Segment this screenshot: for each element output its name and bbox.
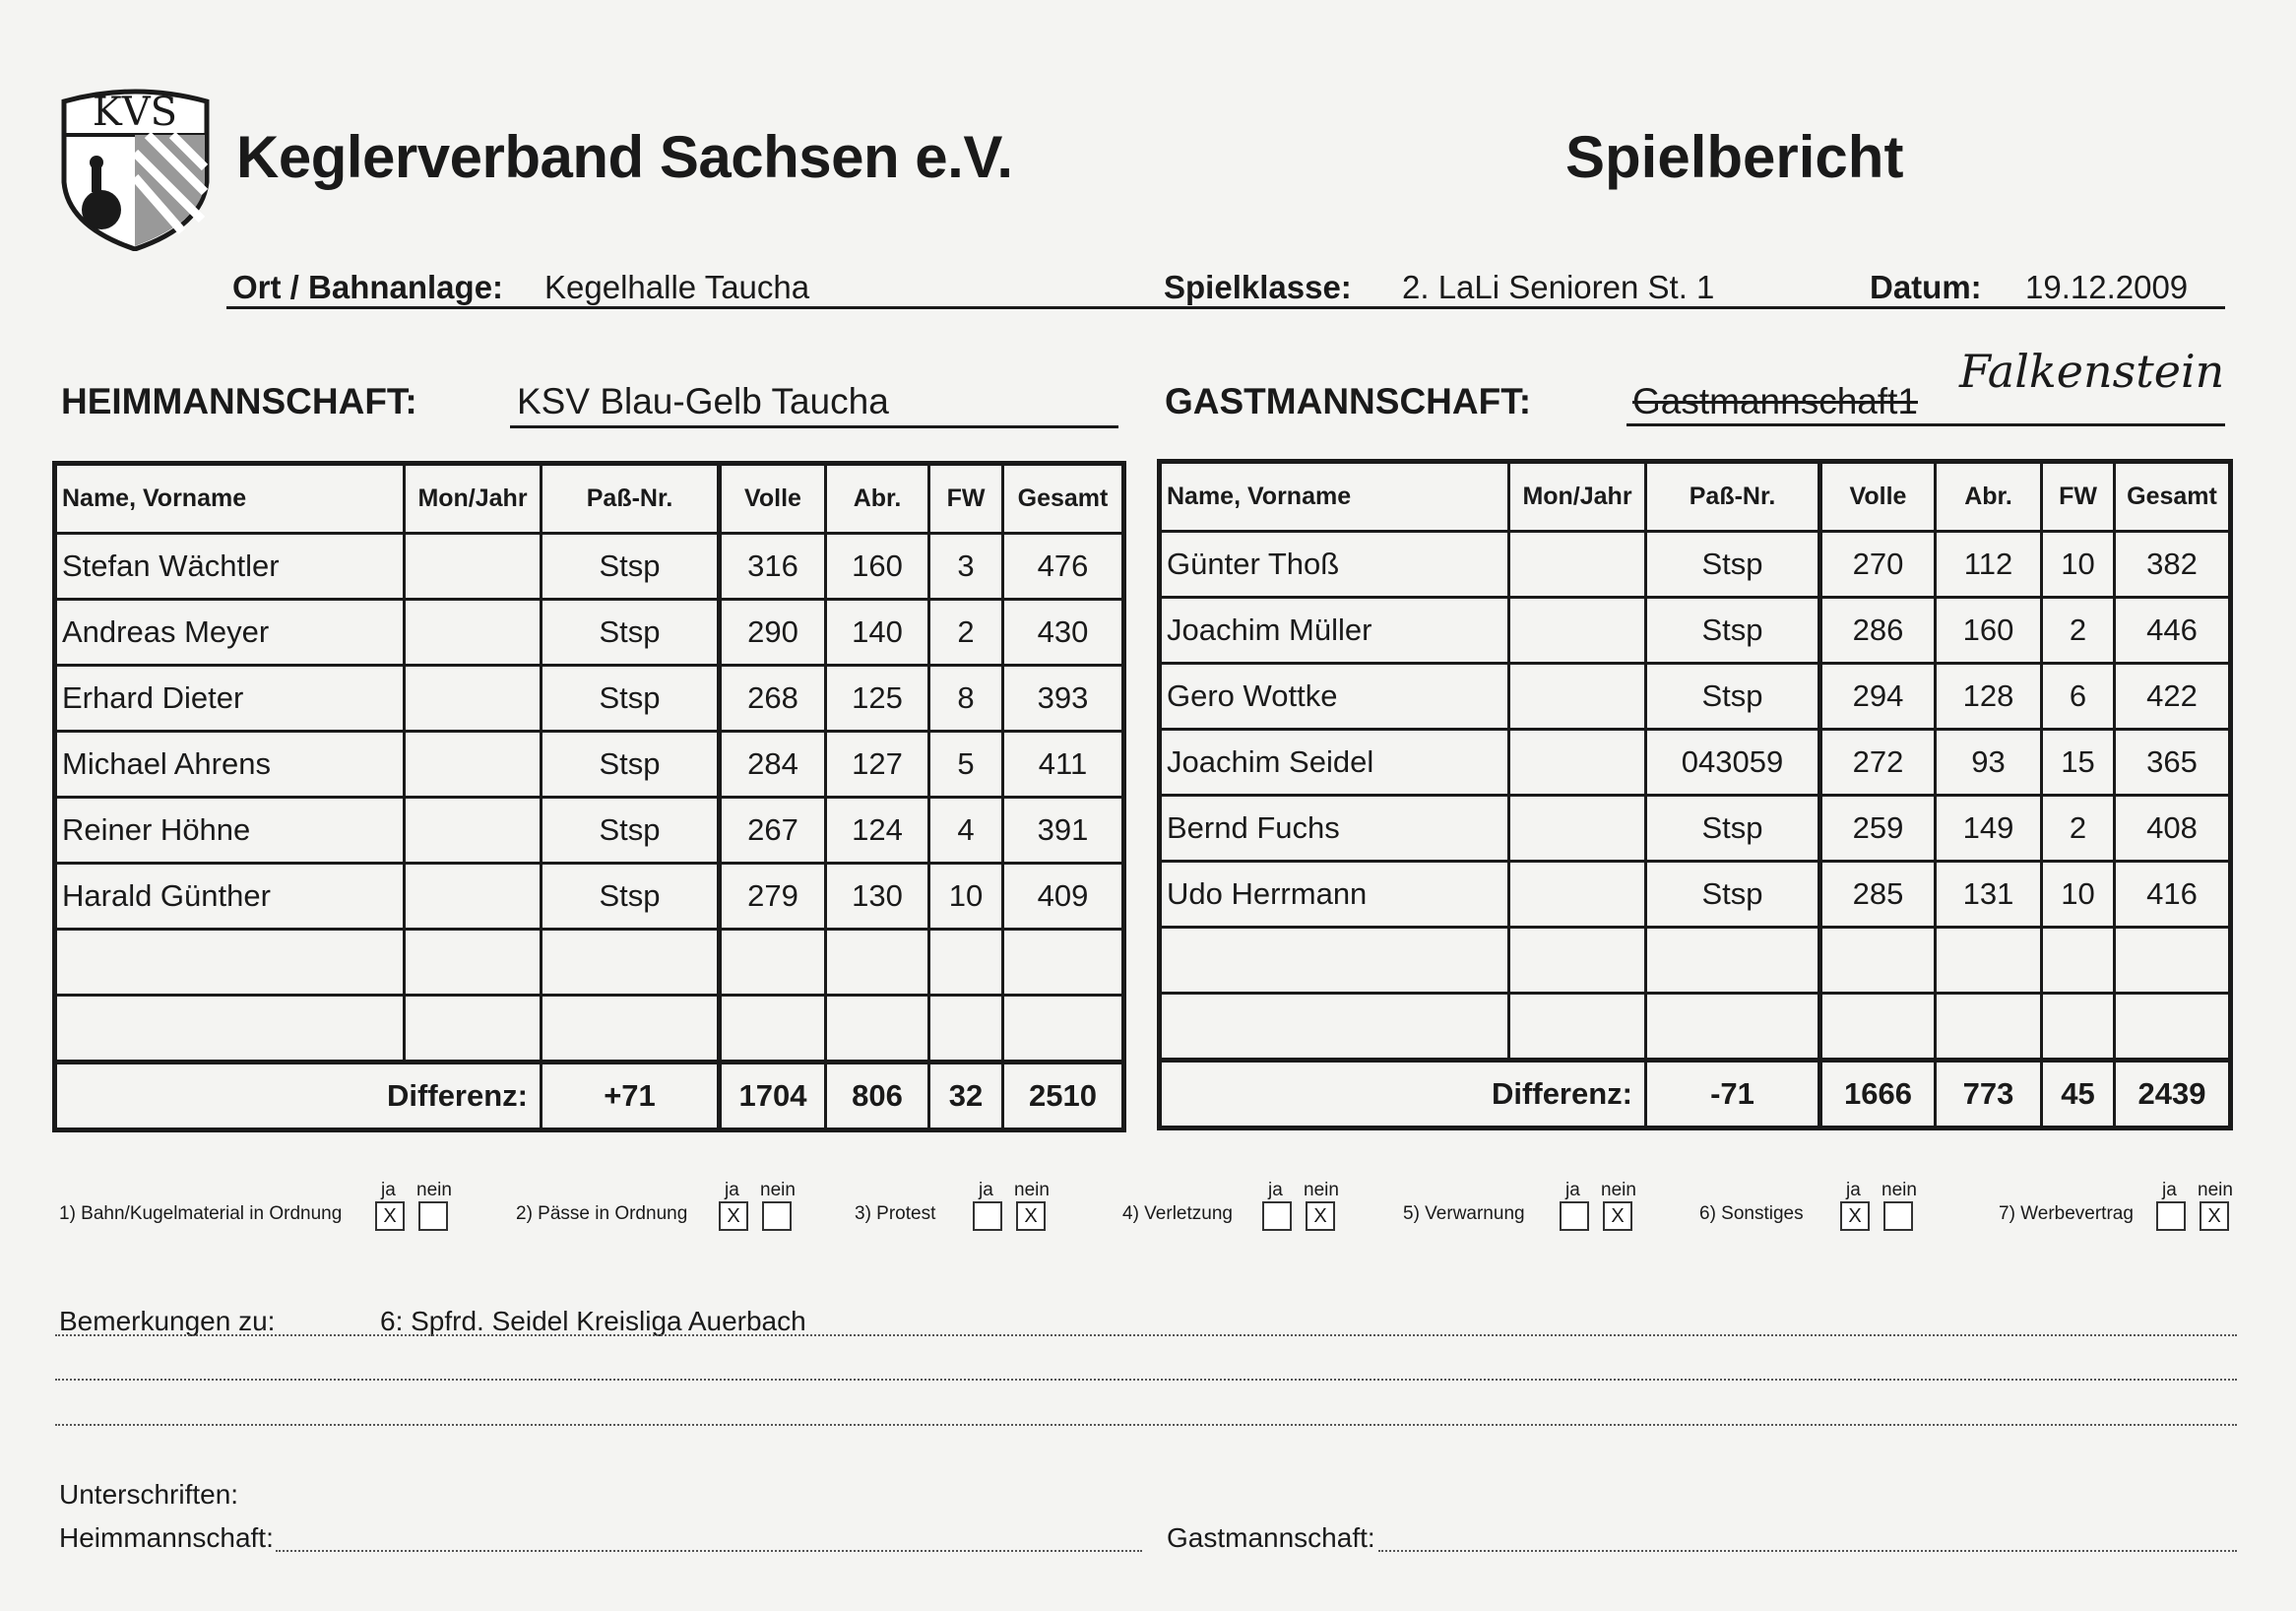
home-cell-abr[interactable]: 140 [826,600,929,666]
guest-col-fw: FW [2042,462,2115,532]
home-player-row [55,600,1124,666]
home-col-gesamt: Gesamt [1003,464,1124,534]
home-cell-gesamt[interactable] [1003,930,1124,996]
home-col-fw: FW [929,464,1003,534]
question-nein-label: nein [1014,1180,1050,1200]
question-ja-label: ja [2162,1180,2177,1200]
spielklasse-label: Spielklasse: [1164,269,1352,305]
question-ja-label: ja [1565,1180,1580,1200]
guest-signature-label: Gastmannschaft: [1167,1522,1375,1553]
guest-cell-mon-jahr[interactable] [1509,928,1646,994]
remarks-label: Bemerkungen zu: [59,1306,276,1336]
guest-score-table [1157,459,2233,1130]
question-nein-label: nein [760,1180,796,1200]
home-cell-volle[interactable]: 290 [720,600,826,666]
home-cell-name[interactable]: Michael Ahrens [55,732,405,798]
guest-cell-gesamt[interactable]: 382 [2115,532,2231,598]
home-cell-fw[interactable]: 5 [929,732,1003,798]
home-cell-abr[interactable]: 160 [826,534,929,600]
guest-cell-abr[interactable]: 149 [1936,796,2042,862]
home-cell-name[interactable]: Erhard Dieter [55,666,405,732]
guest-cell-gesamt[interactable]: 408 [2115,796,2231,862]
guest-cell-gesamt[interactable]: 416 [2115,862,2231,928]
guest-total-volle: 1666 [1820,1061,1936,1128]
home-cell-mon-jahr[interactable] [405,732,542,798]
home-cell-mon-jahr[interactable] [405,666,542,732]
home-player-row [55,864,1124,930]
question-ja-label: ja [979,1180,993,1200]
home-team-name: KSV Blau-Gelb Taucha [517,381,889,421]
question-ja-label: ja [725,1180,739,1200]
guest-player-row [1160,862,2231,928]
datum-value: 19.12.2009 [2025,269,2189,305]
guest-cell-pass-nr[interactable] [1646,994,1820,1061]
guest-table-header [1160,462,2231,532]
guest-cell-volle[interactable] [1820,928,1936,994]
guest-diff-value: -71 [1646,1061,1820,1128]
guest-cell-fw[interactable] [2042,994,2115,1061]
home-cell-fw[interactable]: 8 [929,666,1003,732]
ort-value: Kegelhalle Taucha [544,269,810,305]
question-ja-checkbox[interactable]: X [1840,1201,1870,1231]
home-cell-mon-jahr[interactable] [405,798,542,864]
guest-player-row [1160,730,2231,796]
guest-player-row [1160,928,2231,994]
organization-title: Keglerverband Sachsen e.V. [236,124,1013,190]
home-cell-abr[interactable] [826,996,929,1063]
home-cell-pass-nr[interactable] [542,930,720,996]
guest-cell-volle[interactable]: 286 [1820,598,1936,664]
guest-cell-abr[interactable] [1936,994,2042,1061]
question-nein-label: nein [1601,1180,1636,1200]
guest-team-handwritten-name: Falkenstein [1959,345,2225,398]
home-score-table [52,461,1126,1132]
guest-sum-row [1160,1061,2231,1128]
guest-cell-volle[interactable]: 272 [1820,730,1936,796]
home-cell-name[interactable] [55,996,405,1063]
question-nein-label: nein [1304,1180,1339,1200]
home-player-row [55,732,1124,798]
guest-cell-abr[interactable]: 128 [1936,664,2042,730]
guest-cell-fw[interactable]: 15 [2042,730,2115,796]
home-cell-mon-jahr[interactable] [405,996,542,1063]
home-cell-pass-nr[interactable]: Stsp [542,666,720,732]
question-nein-checkbox[interactable] [418,1201,448,1231]
home-player-row [55,930,1124,996]
question-nein-checkbox[interactable] [1883,1201,1913,1231]
question-ja-label: ja [1846,1180,1861,1200]
guest-team-printed-name: Gastmannschaft1 [1632,381,1918,421]
guest-cell-pass-nr[interactable]: Stsp [1646,664,1820,730]
question-label: 1) Bahn/Kugelmaterial in Ordnung [59,1203,343,1224]
home-cell-volle[interactable]: 284 [720,732,826,798]
guest-team-label: GASTMANNSCHAFT: [1165,381,1532,421]
home-cell-mon-jahr[interactable] [405,864,542,930]
home-cell-pass-nr[interactable]: Stsp [542,600,720,666]
home-cell-gesamt[interactable]: 393 [1003,666,1124,732]
datum-label: Datum: [1870,269,1982,305]
home-cell-abr[interactable] [826,930,929,996]
guest-total-fw: 45 [2042,1061,2115,1128]
question-ja-checkbox[interactable] [1560,1201,1589,1231]
signatures-label: Unterschriften: [59,1479,239,1510]
guest-cell-name[interactable]: Joachim Müller [1160,598,1509,664]
home-cell-pass-nr[interactable]: Stsp [542,534,720,600]
guest-cell-fw[interactable]: 6 [2042,664,2115,730]
home-cell-name[interactable]: Harald Günther [55,864,405,930]
question-label: 7) Werbevertrag [1999,1203,2134,1224]
home-cell-pass-nr[interactable] [542,996,720,1063]
guest-cell-mon-jahr[interactable] [1509,532,1646,598]
spielklasse-value: 2. LaLi Senioren St. 1 [1402,269,1715,305]
home-cell-volle[interactable] [720,930,826,996]
home-cell-abr[interactable]: 130 [826,864,929,930]
home-player-row [55,798,1124,864]
home-cell-name[interactable] [55,930,405,996]
question-ja-checkbox[interactable] [973,1201,1002,1231]
home-col-abr: Abr. [826,464,929,534]
guest-cell-volle[interactable]: 270 [1820,532,1936,598]
home-col-mon-jahr: Mon/Jahr [405,464,542,534]
question-ja-label: ja [1268,1180,1283,1200]
question-ja-checkbox[interactable] [1262,1201,1292,1231]
home-team-label: HEIMMANNSCHAFT: [61,381,417,421]
home-team-underline [510,425,1118,428]
remarks-text: 6: Spfrd. Seidel Kreisliga Auerbach [380,1306,806,1336]
home-player-row [55,534,1124,600]
guest-cell-mon-jahr[interactable] [1509,664,1646,730]
home-cell-fw[interactable]: 2 [929,600,1003,666]
home-cell-abr[interactable]: 127 [826,732,929,798]
question-ja-checkbox[interactable] [2156,1201,2186,1231]
home-total-gesamt: 2510 [1003,1063,1124,1130]
home-cell-mon-jahr[interactable] [405,600,542,666]
guest-total-gesamt: 2439 [2115,1061,2231,1128]
home-col-volle: Volle [720,464,826,534]
home-cell-fw[interactable]: 4 [929,798,1003,864]
guest-diff-label: Differenz: [1160,1061,1646,1128]
question-label: 4) Verletzung [1122,1203,1233,1224]
question-nein-checkbox[interactable]: X [1603,1201,1632,1231]
guest-cell-name[interactable]: Günter Thoß [1160,532,1509,598]
question-label: 3) Protest [855,1203,936,1224]
home-cell-volle[interactable]: 316 [720,534,826,600]
question-ja-label: ja [381,1180,396,1200]
home-sum-row [55,1063,1124,1130]
home-cell-name[interactable]: Stefan Wächtler [55,534,405,600]
remarks-line-1 [55,1334,2237,1336]
home-cell-volle[interactable]: 268 [720,666,826,732]
home-diff-label: Differenz: [55,1063,542,1130]
home-cell-mon-jahr[interactable] [405,534,542,600]
guest-cell-gesamt[interactable]: 446 [2115,598,2231,664]
guest-cell-abr[interactable]: 131 [1936,862,2042,928]
guest-cell-mon-jahr[interactable] [1509,994,1646,1061]
guest-cell-name[interactable]: Joachim Seidel [1160,730,1509,796]
home-cell-gesamt[interactable]: 476 [1003,534,1124,600]
question-nein-checkbox[interactable]: X [1016,1201,1046,1231]
guest-cell-mon-jahr[interactable] [1509,862,1646,928]
guest-cell-name[interactable]: Gero Wottke [1160,664,1509,730]
guest-cell-volle[interactable]: 294 [1820,664,1936,730]
guest-col-pass-nr: Paß-Nr. [1646,462,1820,532]
question-nein-checkbox[interactable]: X [2200,1201,2229,1231]
question-ja-checkbox[interactable]: X [719,1201,748,1231]
home-cell-gesamt[interactable]: 409 [1003,864,1124,930]
guest-cell-pass-nr[interactable]: 043059 [1646,730,1820,796]
guest-cell-volle[interactable] [1820,994,1936,1061]
guest-cell-pass-nr[interactable]: Stsp [1646,598,1820,664]
guest-cell-pass-nr[interactable]: Stsp [1646,796,1820,862]
home-cell-abr[interactable]: 125 [826,666,929,732]
home-cell-volle[interactable] [720,996,826,1063]
logo-text: KVS [92,90,178,135]
guest-col-mon-jahr: Mon/Jahr [1509,462,1646,532]
guest-cell-mon-jahr[interactable] [1509,730,1646,796]
remarks-line-2 [55,1379,2237,1381]
guest-cell-abr[interactable]: 93 [1936,730,2042,796]
home-cell-volle[interactable]: 267 [720,798,826,864]
home-cell-gesamt[interactable] [1003,996,1124,1063]
question-nein-label: nein [2198,1180,2233,1200]
guest-cell-name[interactable]: Bernd Fuchs [1160,796,1509,862]
home-cell-mon-jahr[interactable] [405,930,542,996]
guest-cell-pass-nr[interactable] [1646,928,1820,994]
guest-cell-mon-jahr[interactable] [1509,598,1646,664]
kvs-logo [54,84,217,251]
home-cell-fw[interactable]: 10 [929,864,1003,930]
question-ja-checkbox[interactable]: X [375,1201,405,1231]
guest-team-underline [1626,423,2225,426]
guest-cell-volle[interactable]: 259 [1820,796,1936,862]
home-cell-name[interactable]: Andreas Meyer [55,600,405,666]
guest-player-row [1160,598,2231,664]
guest-cell-gesamt[interactable] [2115,994,2231,1061]
guest-cell-fw[interactable] [2042,928,2115,994]
header-underline [226,306,2225,309]
question-label: 5) Verwarnung [1403,1203,1525,1224]
document-title: Spielbericht [1565,124,1904,190]
ort-label: Ort / Bahnanlage: [232,269,504,305]
remarks-line-3 [55,1424,2237,1426]
home-cell-abr[interactable]: 124 [826,798,929,864]
home-signature-line[interactable] [276,1550,1142,1552]
guest-col-volle: Volle [1820,462,1936,532]
home-cell-fw[interactable] [929,930,1003,996]
guest-cell-fw[interactable]: 2 [2042,598,2115,664]
home-total-fw: 32 [929,1063,1003,1130]
home-table-header [55,464,1124,534]
home-cell-volle[interactable]: 279 [720,864,826,930]
home-player-row [55,666,1124,732]
guest-cell-gesamt[interactable] [2115,928,2231,994]
home-cell-gesamt[interactable]: 391 [1003,798,1124,864]
guest-cell-name[interactable]: Udo Herrmann [1160,862,1509,928]
guest-table-body [1160,532,2231,1061]
home-total-volle: 1704 [720,1063,826,1130]
question-label: 6) Sonstiges [1699,1203,1804,1224]
question-nein-checkbox[interactable]: X [1306,1201,1335,1231]
guest-cell-name[interactable] [1160,994,1509,1061]
question-nein-checkbox[interactable] [762,1201,792,1231]
question-nein-label: nein [1881,1180,1917,1200]
home-player-row [55,996,1124,1063]
guest-total-abr: 773 [1936,1061,2042,1128]
home-total-abr: 806 [826,1063,929,1130]
home-signature-label: Heimmannschaft: [59,1522,274,1553]
guest-col-name: Name, Vorname [1160,462,1509,532]
guest-player-row [1160,994,2231,1061]
guest-cell-pass-nr[interactable]: Stsp [1646,532,1820,598]
guest-cell-abr[interactable] [1936,928,2042,994]
guest-cell-abr[interactable]: 160 [1936,598,2042,664]
guest-cell-pass-nr[interactable]: Stsp [1646,862,1820,928]
question-label: 2) Pässe in Ordnung [516,1203,688,1224]
home-col-pass-nr: Paß-Nr. [542,464,720,534]
home-cell-pass-nr[interactable]: Stsp [542,732,720,798]
guest-player-row [1160,664,2231,730]
guest-signature-line[interactable] [1378,1550,2237,1552]
guest-col-abr: Abr. [1936,462,2042,532]
home-cell-name[interactable]: Reiner Höhne [55,798,405,864]
home-cell-fw[interactable]: 3 [929,534,1003,600]
home-cell-gesamt[interactable]: 411 [1003,732,1124,798]
guest-cell-fw[interactable]: 10 [2042,532,2115,598]
home-table-body [55,534,1124,1063]
home-diff-value: +71 [542,1063,720,1130]
home-cell-gesamt[interactable]: 430 [1003,600,1124,666]
guest-col-gesamt: Gesamt [2115,462,2231,532]
guest-cell-fw[interactable]: 10 [2042,862,2115,928]
home-col-name: Name, Vorname [55,464,405,534]
guest-cell-name[interactable] [1160,928,1509,994]
guest-cell-gesamt[interactable]: 365 [2115,730,2231,796]
home-cell-pass-nr[interactable]: Stsp [542,798,720,864]
question-nein-label: nein [416,1180,452,1200]
home-cell-pass-nr[interactable]: Stsp [542,864,720,930]
guest-cell-volle[interactable]: 285 [1820,862,1936,928]
guest-player-row [1160,796,2231,862]
guest-cell-mon-jahr[interactable] [1509,796,1646,862]
guest-cell-fw[interactable]: 2 [2042,796,2115,862]
guest-cell-abr[interactable]: 112 [1936,532,2042,598]
guest-cell-gesamt[interactable]: 422 [2115,664,2231,730]
home-cell-fw[interactable] [929,996,1003,1063]
guest-player-row [1160,532,2231,598]
